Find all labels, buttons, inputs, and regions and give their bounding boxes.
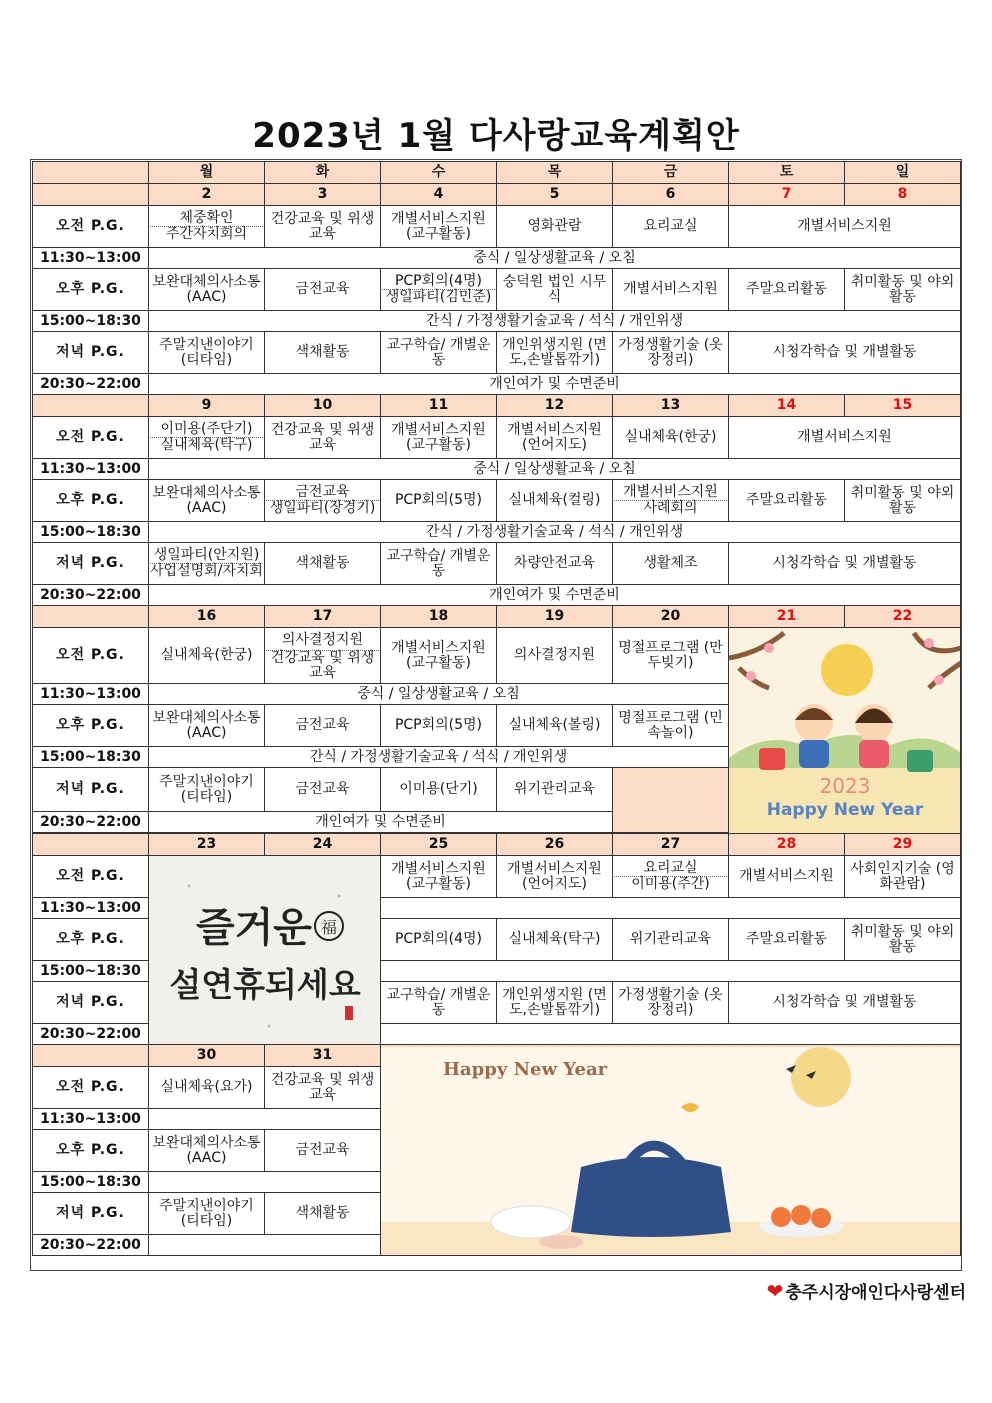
week2-pm-row [33,480,961,522]
day-name-row [33,162,961,184]
span-cell [149,1109,381,1130]
day-sat: 토 [729,162,845,184]
cell: 의사결정지원 [497,628,613,684]
date-weekend: 28 [729,834,845,856]
cell: 실내체육(볼링) [497,705,613,747]
cell: 실내체육(탁구) [497,919,613,961]
time-label: 20:30~22:00 [33,585,149,606]
date: 11 [381,395,497,417]
date: 6 [613,184,729,206]
cell: 실내체육(한궁) [613,417,729,459]
cell: PCP회의(4명) [381,919,497,961]
date: 30 [149,1045,265,1067]
greeting-line2: 설연휴되세요 [169,965,361,1004]
week1-t3-row [33,374,961,395]
footer [767,1278,966,1303]
cell: 개별서비스지원 [613,269,729,311]
span-cell [149,1235,381,1256]
span-cell [381,898,961,919]
art-year-text: 2023 [819,774,871,798]
cell: 주말요리활동 [729,269,845,311]
date: 2 [149,184,265,206]
span-cell [149,1172,381,1193]
cell: 취미활동 및 야외활동 [845,480,961,522]
cell: 건강교육 및 위생교육 [265,417,381,459]
week1-t2-row [33,311,961,332]
date-weekend: 8 [845,184,961,206]
cell: 색채활동 [265,332,381,374]
date-weekend: 22 [845,606,961,628]
date: 20 [613,606,729,628]
cell: 건강교육 및 위생교육 [265,206,381,248]
time-label: 11:30~13:00 [33,459,149,480]
date: 25 [381,834,497,856]
label-am: 오전 P.G. [33,417,149,459]
page-title: 2023년 1월 다사랑교육계획안 [252,116,740,156]
time-label: 11:30~13:00 [33,898,149,919]
cell: 개별서비스지원 사례회의 [613,480,729,522]
day-sun: 일 [845,162,961,184]
span-cell: 중식 / 일상생활교육 / 오침 [149,684,729,705]
time-label: 11:30~13:00 [33,684,149,705]
day-thu: 목 [497,162,613,184]
day-tue: 화 [265,162,381,184]
week2-am-row [33,417,961,459]
new-year-kids-illustration [729,628,961,834]
week1-t1-row [33,248,961,269]
cell: 보완대체의사소통 (AAC) [149,1130,265,1172]
date-weekend: 29 [845,834,961,856]
week1-date-row [33,184,961,206]
span-cell: 간식 / 가정생활기술교육 / 석식 / 개인위생 [149,311,961,332]
date: 23 [149,834,265,856]
cell: 생일파티(안지원) 사업설명회/자치회 [149,543,265,585]
time-label: 15:00~18:30 [33,522,149,543]
cell: 개별서비스지원 (교구활동) [381,856,497,898]
cell: 시청각학습 및 개별활동 [729,982,961,1024]
date: 26 [497,834,613,856]
date: 17 [265,606,381,628]
cell: 개별서비스지원 (교구활동) [381,206,497,248]
cell: 이미용(단기) [381,768,497,812]
cell: 의사결정지원 건강교육 및 위생교육 [265,628,381,684]
span-cell: 중식 / 일상생활교육 / 오침 [149,459,961,480]
date: 5 [497,184,613,206]
day-mon: 월 [149,162,265,184]
label-eve: 저녁 P.G. [33,982,149,1024]
art-greeting-text: Happy New Year [443,1059,608,1080]
date: 10 [265,395,381,417]
time-label: 11:30~13:00 [33,248,149,269]
cell: 색채활동 [265,1193,381,1235]
cell: 취미활동 및 야외활동 [845,269,961,311]
span-cell: 개인여가 및 수면준비 [149,585,961,606]
date-weekend: 7 [729,184,845,206]
time-label: 20:30~22:00 [33,1235,149,1256]
date: 13 [613,395,729,417]
span-cell [381,961,961,982]
cell: 위기관리교육 [497,768,613,812]
day-fri: 금 [613,162,729,184]
time-label: 11:30~13:00 [33,1109,149,1130]
cell: 요리교실 이미용(주간) [613,856,729,898]
empty-cell [613,768,729,833]
label-pm: 오후 P.G. [33,919,149,961]
calligraphy-artwork [149,856,380,1044]
new-year-bojagi-illustration [381,1045,961,1256]
time-label: 20:30~22:00 [33,812,149,833]
cell: 교구학습/ 개별운동 [381,543,497,585]
day-wed: 수 [381,162,497,184]
label-am: 오전 P.G. [33,1067,149,1109]
cell: PCP회의(4명) 생일파티(김민준) [381,269,497,311]
cell: 개별서비스지원 (언어지도) [497,417,613,459]
cell: 개인위생지원 (면도,손발톱깎기) [497,982,613,1024]
heart-logo-icon: ❤ [766,1278,784,1303]
cell: 명절프로그램 (만두빚기) [613,628,729,684]
week3-am-row [33,628,961,684]
label-eve: 저녁 P.G. [33,1193,149,1235]
gift-artwork [381,1047,960,1253]
time-label: 15:00~18:30 [33,311,149,332]
cell: 건강교육 및 위생교육 [265,1067,381,1109]
week2-t1-row [33,459,961,480]
cell: 이미용(주단기) 실내체육(탁구) [149,417,265,459]
cell: 시청각학습 및 개별활동 [729,543,961,585]
time-label: 15:00~18:30 [33,747,149,768]
week1-pm-row [33,269,961,311]
label-eve: 저녁 P.G. [33,768,149,812]
cell: 실내체육(컬링) [497,480,613,522]
label-pm: 오후 P.G. [33,1130,149,1172]
cell: 보완대체의사소통 (AAC) [149,269,265,311]
cell: 시청각학습 및 개별활동 [729,332,961,374]
cell: 보완대체의사소통 (AAC) [149,705,265,747]
span-cell [381,1024,961,1045]
date-weekend: 21 [729,606,845,628]
holiday-greeting-illustration [149,856,381,1045]
cell: 금전교육 [265,269,381,311]
schedule-table [32,161,961,1256]
date: 18 [381,606,497,628]
date: 4 [381,184,497,206]
cell: 교구학습/ 개별운동 [381,332,497,374]
week2-eve-row [33,543,961,585]
label-am: 오전 P.G. [33,856,149,898]
label-pm: 오후 P.G. [33,269,149,311]
date-weekend: 14 [729,395,845,417]
cell: 생활체조 [613,543,729,585]
date: 3 [265,184,381,206]
date: 9 [149,395,265,417]
cell: 위기관리교육 [613,919,729,961]
cell: 숭덕원 법인 시무식 [497,269,613,311]
date: 12 [497,395,613,417]
cell: 금전교육 [265,768,381,812]
date: 19 [497,606,613,628]
cell: 개별서비스지원 (교구활동) [381,417,497,459]
cell: 명절프로그램 (민속놀이) [613,705,729,747]
footer-org-name: 충주시장애인다사랑센터 [785,1283,966,1303]
cell: PCP회의(5명) [381,480,497,522]
fortune-glyph: 福 [320,918,338,937]
cell: 실내체육(한궁) [149,628,265,684]
cell: 영화관람 [497,206,613,248]
span-cell: 중식 / 일상생활교육 / 오침 [149,248,961,269]
cell: 개별서비스지원 [729,417,961,459]
span-cell: 개인여가 및 수면준비 [149,812,613,833]
label-am: 오전 P.G. [33,206,149,248]
art-greeting-text: Happy New Year [766,800,924,820]
date-weekend: 15 [845,395,961,417]
cell: 주말지낸이야기 (티타임) [149,1193,265,1235]
date: 24 [265,834,381,856]
cell: 사회인지기술 (영화관람) [845,856,961,898]
cell: 주말지낸이야기 (티타임) [149,768,265,812]
cell: 보완대체의사소통 (AAC) [149,480,265,522]
cell: 금전교육 [265,1130,381,1172]
time-label: 15:00~18:30 [33,1172,149,1193]
time-label: 15:00~18:30 [33,961,149,982]
greeting-line1: 즐거운 [196,904,312,951]
cell: 금전교육 [265,705,381,747]
cell: 가정생활기술 (옷장정리) [613,332,729,374]
cell: PCP회의(5명) [381,705,497,747]
week4-date-row [33,834,961,856]
week2-date-row [33,395,961,417]
cell: 교구학습/ 개별운동 [381,982,497,1024]
time-label: 20:30~22:00 [33,374,149,395]
label-am: 오전 P.G. [33,628,149,684]
cell: 차량안전교육 [497,543,613,585]
cell: 요리교실 [613,206,729,248]
cell: 가정생활기술 (옷장정리) [613,982,729,1024]
cell: 색채활동 [265,543,381,585]
date: 31 [265,1045,381,1067]
cell: 개별서비스지원 [729,206,961,248]
cell: 체중확인 주간자치회의 [149,206,265,248]
week5-date-row [33,1045,961,1067]
cell: 주말요리활동 [729,480,845,522]
cell: 개별서비스지원 (언어지도) [497,856,613,898]
time-label: 20:30~22:00 [33,1024,149,1045]
cell: 금전교육 생일파티(장경기) [265,480,381,522]
week2-t3-row [33,585,961,606]
label-eve: 저녁 P.G. [33,332,149,374]
date: 16 [149,606,265,628]
week1-am-row [33,206,961,248]
kids-artwork [729,628,960,833]
week4-am-row [33,856,961,898]
label-pm: 오후 P.G. [33,705,149,747]
cell: 주말요리활동 [729,919,845,961]
label-pm: 오후 P.G. [33,480,149,522]
cell: 개인위생지원 (면도,손발톱깎기) [497,332,613,374]
week3-date-row [33,606,961,628]
span-cell: 개인여가 및 수면준비 [149,374,961,395]
label-eve: 저녁 P.G. [33,543,149,585]
cell: 주말지낸이야기 (티타임) [149,332,265,374]
week1-eve-row [33,332,961,374]
date: 27 [613,834,729,856]
cell: 개별서비스지원 [729,856,845,898]
cell: 실내체육(요가) [149,1067,265,1109]
cell: 개별서비스지원 (교구활동) [381,628,497,684]
span-cell: 간식 / 가정생활기술교육 / 석식 / 개인위생 [149,522,961,543]
cell: 취미활동 및 야외활동 [845,919,961,961]
span-cell: 간식 / 가정생활기술교육 / 석식 / 개인위생 [149,747,729,768]
week2-t2-row [33,522,961,543]
